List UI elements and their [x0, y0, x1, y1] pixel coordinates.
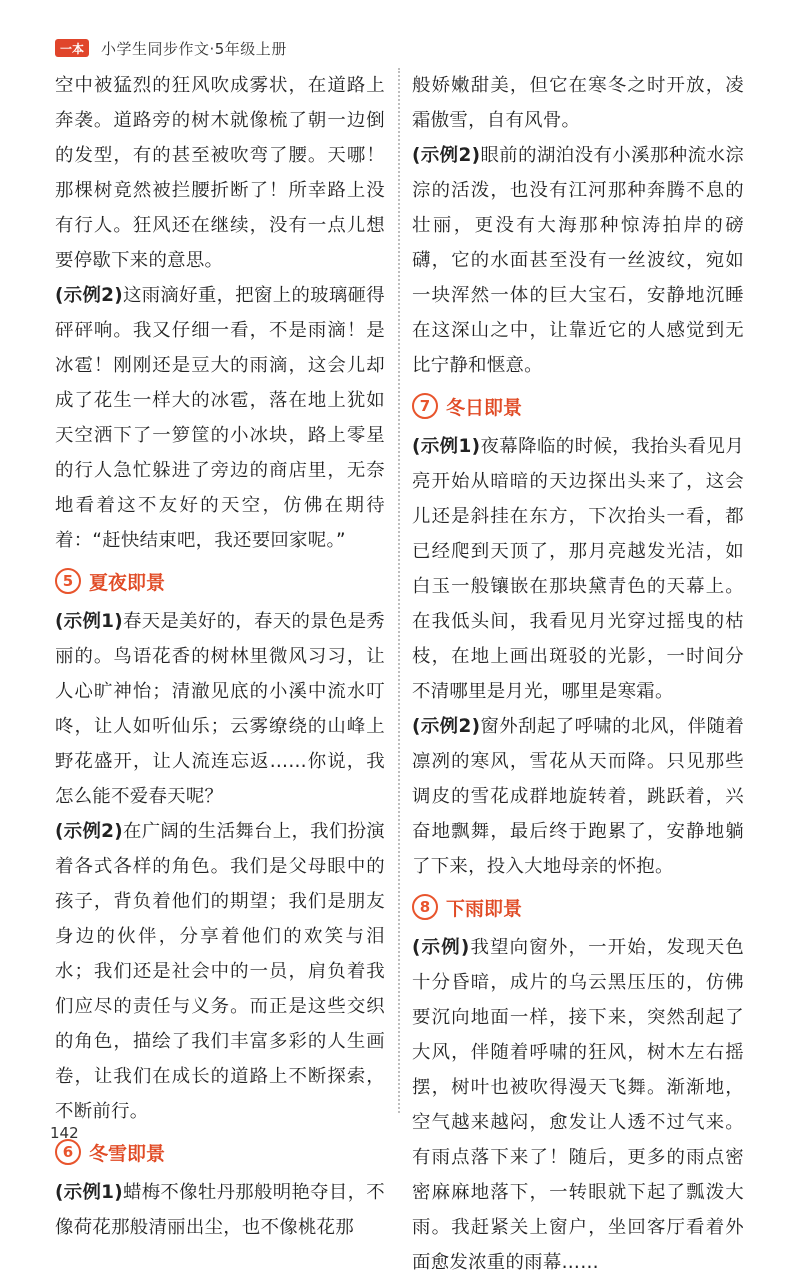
example-label: (示例1) — [55, 1182, 123, 1203]
left-column — [55, 68, 385, 1245]
example-label: (示例2) — [412, 145, 481, 166]
section-title: 下雨即景 — [446, 897, 523, 920]
publisher-logo: 一本 — [55, 39, 89, 57]
example-label: (示例1) — [412, 436, 481, 457]
paragraph: 般娇嫩甜美，但它在寒冬之时开放，凌霜傲雪，自有风骨。 — [412, 75, 744, 131]
paragraph: (示例1)夜幕降临的时候，我抬头看见月亮开始从暗暗的天边探出头来了，这会儿还是斜挂在东方，下次抬头一看，都已经爬到天顶了，那月亮越发光洁，如白玉一般镶嵌在那块黛青色的天幕上。在我低头间，我看见月光穿过摇曳的枯枝，在地上画出斑驳的光影，一时间分不清哪里是月光，哪里是寒霜。 — [412, 436, 745, 702]
paragraph: 空中被猛烈的狂风吹成雾状，在道路上奔袭。道路旁的树木就像梳了朝一边倒的发型，有的甚至被吹弯了腰。天哪！那棵树竟然被拦腰折断了！所幸路上没有行人。狂风还在继续，没有一点儿想要停歇下来的意思。 — [55, 75, 385, 271]
section-number-badge: 6 — [55, 1139, 81, 1165]
section-title: 冬雪即景 — [89, 1142, 166, 1165]
page-number: 142 — [50, 1124, 79, 1142]
paragraph: (示例1)蜡梅不像牡丹那般明艳夺目，不像荷花那般清丽出尘，也不像桃花那 — [55, 1182, 385, 1238]
section-title: 夏夜即景 — [89, 571, 166, 594]
page-header — [55, 36, 287, 60]
paragraph: (示例2)窗外刮起了呼啸的北风，伴随着凛冽的寒风，雪花从天而降。只见那些调皮的雪花成群地旋转着，跳跃着，兴奋地飘舞，最后终于跑累了，安静地躺了下来，投入大地母亲的怀抱。 — [412, 716, 745, 877]
example-label: (示例2) — [55, 285, 123, 306]
example-label: (示例2) — [55, 821, 123, 842]
running-title: 小学生同步作文·5年级上册 — [101, 39, 287, 58]
section-heading — [412, 886, 744, 928]
example-label: (示例) — [412, 937, 470, 958]
section-title: 冬日即景 — [446, 396, 523, 419]
paragraph: (示例1)春天是美好的，春天的景色是秀丽的。鸟语花香的树林里微风习习，让人心旷神怡；清澈见底的小溪中流水叮咚，让人如听仙乐；云雾缭绕的山峰上野花盛开，让人流连忘返……你说，我怎么能不爱春天呢？ — [55, 611, 385, 807]
paragraph: (示例2)眼前的湖泊没有小溪那种流水淙淙的活泼，也没有江河那种奔腾不息的壮丽，更没有大海那种惊涛拍岸的磅礴，它的水面甚至没有一丝波纹，宛如一块浑然一体的巨大宝石，安静地沉睡在这深山之中，让靠近它的人感觉到无比宁静和惬意。 — [412, 145, 745, 376]
section-number-badge: 8 — [412, 894, 438, 920]
paragraph: (示例2)这雨滴好重，把窗上的玻璃砸得砰砰响。我又仔细一看，不是雨滴！是冰雹！刚刚还是豆大的雨滴，这会儿却成了花生一样大的冰雹，落在地上犹如天空洒下了一箩筐的小冰块，路上零星的行人急忙躲进了旁边的商店里，无奈地看着这不友好的天空，仿佛在期待着：“赶快结束吧，我还要回家呢。” — [55, 285, 385, 551]
section-heading — [55, 1131, 385, 1173]
example-label: (示例2) — [412, 716, 481, 737]
example-label: (示例1) — [55, 611, 123, 632]
column-divider — [398, 68, 400, 1113]
section-number-badge: 5 — [55, 568, 81, 594]
paragraph: (示例2)在广阔的生活舞台上，我们扮演着各式各样的角色。我们是父母眼中的孩子，背负着他们的期望；我们是朋友身边的伙伴，分享着他们的欢笑与泪水；我们还是社会中的一员，肩负着我们应尽的责任与义务。而正是这些交织的角色，描绘了我们丰富多彩的人生画卷，让我们在成长的道路上不断探索，不断前行。 — [55, 821, 385, 1122]
section-heading — [55, 560, 385, 602]
section-number-badge: 7 — [412, 393, 438, 419]
section-heading — [412, 385, 744, 427]
right-column — [412, 68, 744, 1280]
paragraph: (示例)我望向窗外，一开始，发现天色十分昏暗，成片的乌云黑压压的，仿佛要沉向地面一样，接下来，突然刮起了大风，伴随着呼啸的狂风，树木左右摇摆，树叶也被吹得漫天飞舞。渐渐地，空气越来越闷，愈发让人透不过气来。有雨点落下来了！随后，更多的雨点密密麻麻地落下，一转眼就下起了瓢泼大雨。我赶紧关上窗户，坐回客厅看着外面愈发浓重的雨幕…… — [412, 937, 745, 1273]
